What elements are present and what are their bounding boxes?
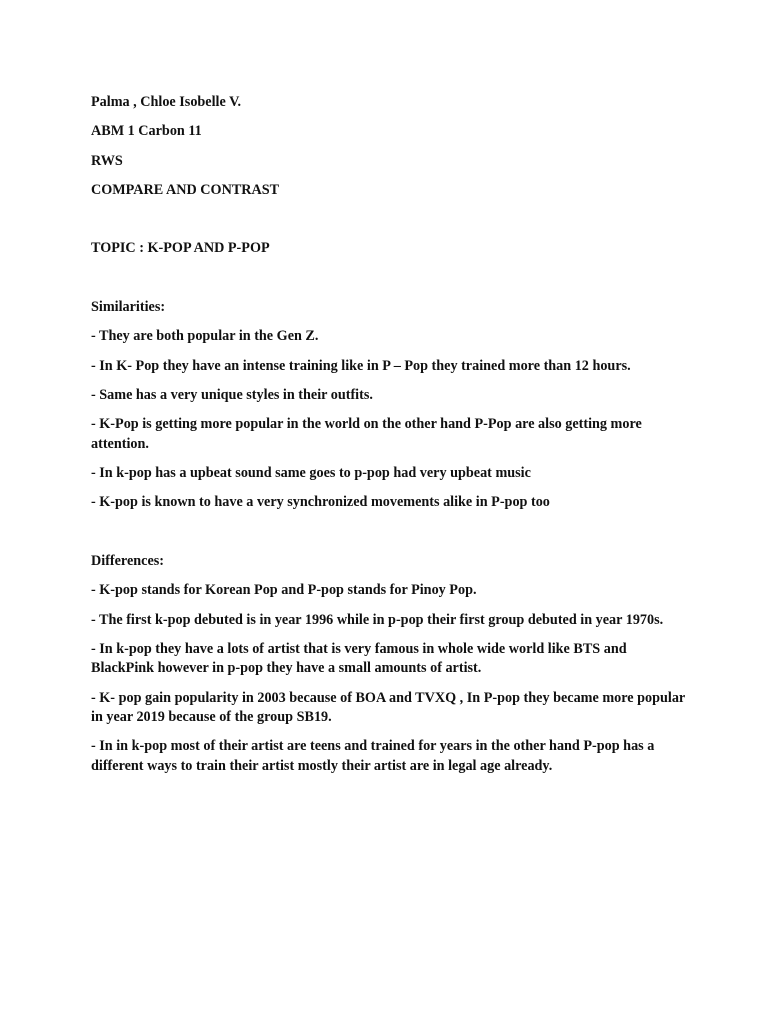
similarity-item: - K-pop is known to have a very synchronized movements alike in P-pop too (91, 494, 550, 511)
difference-item: - The first k-pop debuted is in year 1996 while in p-pop their first group debuted in year 1970s. (91, 611, 664, 628)
similarities-heading: Similarities: (91, 299, 166, 316)
subject-label: RWS (91, 152, 123, 169)
differences-heading: Differences: (91, 552, 165, 569)
document-body (91, 93, 691, 786)
difference-item: - In in k-pop most of their artist are teens and trained for years in the other hand P-pop has a different ways to train their artist mostly their artist are in legal age already. (91, 738, 655, 774)
spacer (91, 210, 691, 239)
spacer (91, 523, 691, 552)
similarity-item: - Same has a very unique styles in their outfits. (91, 386, 373, 403)
similarity-item: - In K- Pop they have an intense training like in P – Pop they trained more than 12 hours. (91, 357, 631, 374)
similarity-item: - K-Pop is getting more popular in the world on the other hand P-Pop are also getting more attention. (91, 416, 642, 452)
difference-item: - K-pop stands for Korean Pop and P-pop stands for Pinoy Pop. (91, 582, 477, 599)
assignment-title: COMPARE AND CONTRAST (91, 181, 280, 198)
difference-item: - K- pop gain popularity in 2003 because of BOA and TVXQ , In P-pop they became more popular in year 2019 because of the group SB19. (91, 689, 685, 726)
similarity-item: - They are both popular in the Gen Z. (91, 328, 319, 345)
student-name: Palma , Chloe Isobelle V. (91, 94, 242, 110)
topic-line: TOPIC : K-POP AND P-POP (91, 240, 270, 257)
difference-item: - In k-pop they have a lots of artist that is very famous in whole wide world like BTS and BlackPink however in p-pop they have a small amounts of artist. (91, 640, 627, 677)
similarity-item: - In k-pop has a upbeat sound same goes to p-pop had very upbeat music (91, 465, 531, 482)
student-section: ABM 1 Carbon 11 (91, 123, 202, 140)
spacer (91, 269, 691, 298)
